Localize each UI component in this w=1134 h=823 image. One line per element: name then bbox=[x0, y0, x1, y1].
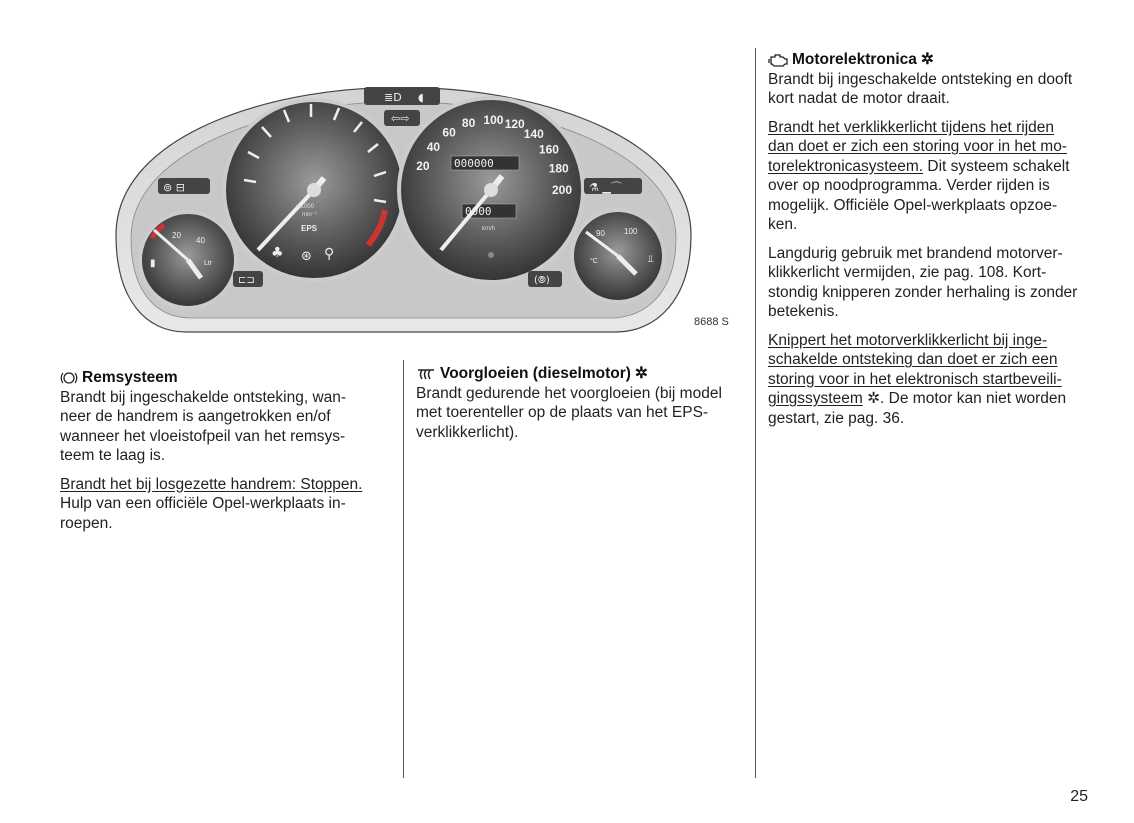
speed-label-60: 60 bbox=[442, 125, 456, 140]
instrument-cluster-figure bbox=[96, 60, 706, 340]
section-remsysteem bbox=[60, 368, 390, 533]
remsysteem-title: Remsysteem bbox=[82, 369, 178, 386]
fuel-unit: Ltr bbox=[204, 260, 213, 267]
svg-text:⊏⊐: ⊏⊐ bbox=[238, 275, 255, 286]
section-voorgloeien bbox=[416, 364, 741, 442]
speed-label-160: 160 bbox=[538, 142, 559, 157]
svg-text:▮: ▮ bbox=[150, 258, 156, 269]
top-warning-panel bbox=[364, 87, 440, 105]
glow-plug-icon bbox=[416, 367, 436, 381]
remsysteem-title-row bbox=[60, 368, 390, 388]
motorelektronica-title: Motorelektronica bbox=[792, 51, 917, 68]
remsysteem-warning-underlined: Brandt het bij losgezette handrem: Stoppen. bbox=[60, 475, 363, 493]
svg-text:≣D: ≣D bbox=[384, 91, 402, 104]
section-motorelektronica bbox=[768, 50, 1098, 428]
speed-label-80: 80 bbox=[461, 115, 476, 130]
column-divider-1 bbox=[403, 360, 404, 778]
temp-unit: °C bbox=[590, 258, 598, 265]
engine-icon bbox=[768, 53, 788, 67]
motorelektronica-paragraph-4: Knippert het motorverklikkerlicht bij inge- schakelde ontsteking dan doet er zich een storing voor in het elektronisch startbeveili- gingssysteem ✲. De motor kan niet worden gestart, zie pag. 36. bbox=[768, 331, 1067, 427]
svg-text:⚗ ▁⌒: ⚗ ▁⌒ bbox=[589, 181, 622, 194]
speed-unit: km/h bbox=[482, 226, 496, 232]
speed-label-100: 100 bbox=[483, 113, 504, 127]
remsysteem-paragraph-1: Brandt bij ingeschakelde ontsteking, wan- neer de handrem is aangetrokken en/of wanneer het vloeistofpeil van het remsys- teem te laag is. bbox=[60, 388, 347, 464]
svg-text:⫫: ⫫ bbox=[648, 254, 654, 265]
speed-label-20: 20 bbox=[416, 159, 430, 174]
fuel-label-20: 20 bbox=[172, 231, 181, 240]
odometer-bottom: 0000 bbox=[465, 205, 492, 218]
odometer-top: 000000 bbox=[454, 157, 494, 170]
svg-text:⇦⇨: ⇦⇨ bbox=[391, 112, 410, 125]
speed-label-140: 140 bbox=[523, 126, 544, 141]
speed-label-180: 180 bbox=[548, 161, 569, 176]
page-number: 25 bbox=[1070, 788, 1088, 805]
tacho-text-2: min⁻¹ bbox=[302, 212, 317, 218]
voorgloeien-paragraph-1: Brandt gedurende het voorgloeien (bij model met toerenteller op de plaats van het EPS- verklikkerlicht). bbox=[416, 384, 722, 441]
voorgloeien-title: Voorgloeien (dieselmotor) bbox=[440, 365, 631, 382]
speed-label-120: 120 bbox=[504, 116, 525, 131]
temp-label-100: 100 bbox=[624, 227, 638, 236]
motorelektronica-paragraph-2: Brandt het verklikkerlicht tijdens het rijden dan doet er zich een storing voor in het mo- torelektronicasysteem. Dit systeem schakelt over op noodprogramma. Verder rijden is mogelijk. Officiële Opel-werkplaats opzoe- ken. bbox=[768, 118, 1070, 233]
svg-text:(⦾): (⦾) bbox=[534, 275, 550, 286]
fuel-label-40: 40 bbox=[196, 236, 205, 245]
figure-label: 8688 S bbox=[694, 316, 729, 328]
motorelektronica-title-row bbox=[768, 50, 1098, 70]
voorgloeien-title-row bbox=[416, 364, 741, 384]
speed-label-40: 40 bbox=[426, 140, 441, 155]
brake-circle-icon bbox=[60, 370, 78, 386]
speed-label-200: 200 bbox=[552, 183, 573, 197]
remsysteem-paragraph-2: Brandt het bij losgezette handrem: Stoppen. Hulp van een officiële Opel-werkplaats in- roepen. bbox=[60, 475, 363, 532]
column-divider-2 bbox=[755, 48, 756, 778]
svg-text:⊚ ⊟: ⊚ ⊟ bbox=[163, 181, 185, 194]
svg-text:⚲: ⚲ bbox=[324, 246, 335, 262]
temp-label-90: 90 bbox=[596, 229, 605, 238]
svg-text:◖: ◖ bbox=[418, 91, 424, 104]
motorelektronica-paragraph-1: Brandt bij ingeschakelde ontsteking en dooft kort nadat de motor draait. bbox=[768, 70, 1073, 107]
motorelektronica-paragraph-3: Langdurig gebruik met brandend motorver- klikkerlicht vermijden, zie pag. 108. Kort- stondig knipperen zonder herhaling is zonder betekenis. bbox=[768, 244, 1078, 320]
motorelektronica-star: ✲ bbox=[920, 51, 934, 68]
voorgloeien-star: ✲ bbox=[634, 365, 648, 382]
svg-text:♣: ♣ bbox=[271, 245, 284, 261]
svg-text:⊛: ⊛ bbox=[301, 249, 312, 264]
tacho-text-1: x 1000 bbox=[296, 204, 315, 210]
tacho-eps: EPS bbox=[301, 224, 318, 233]
